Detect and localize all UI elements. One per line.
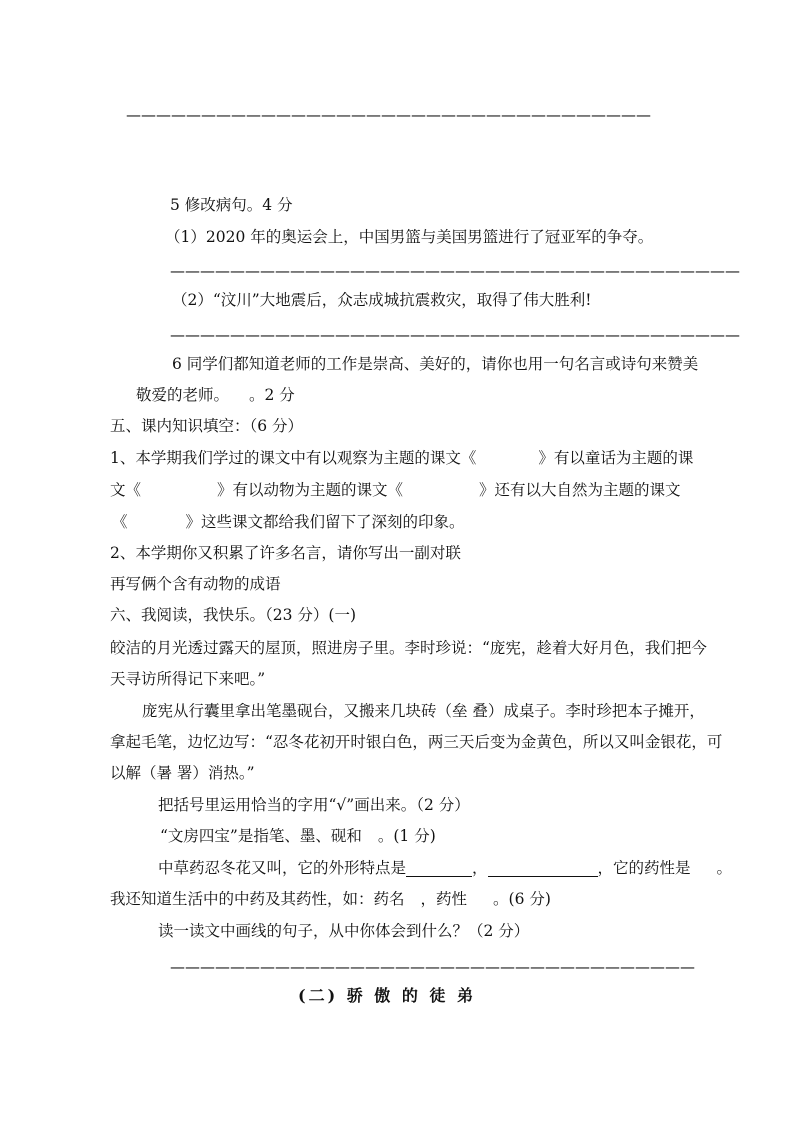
reading-question-3-end: 。 [716, 859, 733, 877]
passage-1-line-2: 天寻访所得记下来吧。” [110, 670, 266, 688]
section-5-line-5: 再写俩个含有动物的成语 [110, 575, 281, 593]
reading-question-3-comma: ， [472, 859, 488, 877]
s5-line1-part-b: 》有以童话为主题的课 [538, 449, 694, 467]
passage-2-line-3: 以解（暑 署）消热。” [110, 764, 255, 782]
reading-question-4-score: 。(6 分) [493, 890, 551, 908]
passage-2-line-1: 庞宪从行囊里拿出笔墨砚台，又搬来几块砖（垒 叠）成桌子。李时珍把本子摊开， [142, 702, 705, 720]
section-2-title: (二) 骄 傲 的 徒 弟 [298, 986, 476, 1005]
passage-2-line-2: 拿起毛笔，边忆边写：“忍冬花初开时银白色，两三天后变为金黄色，所以又叫金银花，可 [110, 733, 723, 751]
reading-question-1: 把括号里运用恰当的字用“√”画出来。（2 分） [158, 796, 470, 814]
reading-question-2-score: 。(1 分) [377, 827, 436, 845]
section-6-title: 六、我阅读，我快乐。（23 分）(一) [110, 606, 356, 624]
answer-line-5-1: —————————————————————————————————————— [170, 262, 740, 280]
reading-question-3-text-2: ，它的药性是 [597, 859, 691, 877]
passage-1-line-1: 皎洁的月光透过露天的屋顶，照进房子里。李时珍说：“庞宪，趁着大好月色，我们把今 [110, 639, 707, 657]
question-6-line-2-text: 敬爱的老师。 [136, 386, 230, 404]
answer-line-bottom: ——————————————————————————————————— [170, 958, 695, 976]
section-5-line-3 [112, 515, 465, 531]
s5-line3-part-a: 《 [112, 513, 128, 531]
reading-question-2 [160, 829, 436, 845]
question-6-line-1: 6 同学们都知道老师的工作是崇高、美好的，请你也用一句名言或诗句来赞美 [172, 355, 699, 373]
s5-line2-part-c: 》还有以大自然为主题的课文 [479, 481, 681, 499]
question-6-line-2 [136, 388, 295, 404]
s5-line2-part-b: 》有以动物为主题的课文《 [217, 481, 404, 499]
blank-feature-2[interactable] [488, 862, 598, 877]
reading-question-4-text-2: ，药性 [420, 890, 468, 908]
question-5-item-1: （1）2020 年的奥运会上，中国男篮与美国男篮进行了冠亚军的争夺。 [165, 228, 654, 246]
reading-question-4-text: 我还知道生活中的中药及其药性，如：药名 [110, 890, 405, 908]
answer-line-top: ——————————————————————————————————— [126, 106, 651, 124]
section-5-line-4: 2、本学期你又积累了许多名言，请你写出一副对联 [110, 544, 461, 562]
reading-question-5: 读一读文中画线的句子，从中你体会到什么？（2 分） [158, 922, 530, 940]
question-5-item-2: （2）“汶川”大地震后，众志成城抗震救灾，取得了伟大胜利! [172, 291, 592, 309]
answer-line-5-2: —————————————————————————————————————— [170, 326, 740, 344]
reading-question-4 [110, 892, 551, 908]
reading-question-3 [158, 861, 732, 877]
s5-line1-part-a: 1、本学期我们学过的课文中有以观察为主题的课文《 [110, 449, 477, 467]
blank-feature-1[interactable] [406, 862, 472, 877]
question-6-score: 。2 分 [249, 386, 295, 404]
section-5-title: 五、课内知识填空：（6 分） [110, 417, 304, 435]
question-5-title: 5 修改病句。4 分 [170, 196, 293, 214]
reading-question-2-text: “文房四宝”是指笔、墨、砚和 [160, 827, 362, 845]
section-5-line-1 [110, 451, 693, 467]
reading-question-3-text: 中草药忍冬花又叫，它的外形特点是 [158, 859, 407, 877]
section-5-line-2 [110, 483, 681, 499]
s5-line3-part-b: 》这些课文都给我们留下了深刻的印象。 [185, 513, 465, 531]
s5-line2-part-a: 文《 [110, 481, 142, 499]
